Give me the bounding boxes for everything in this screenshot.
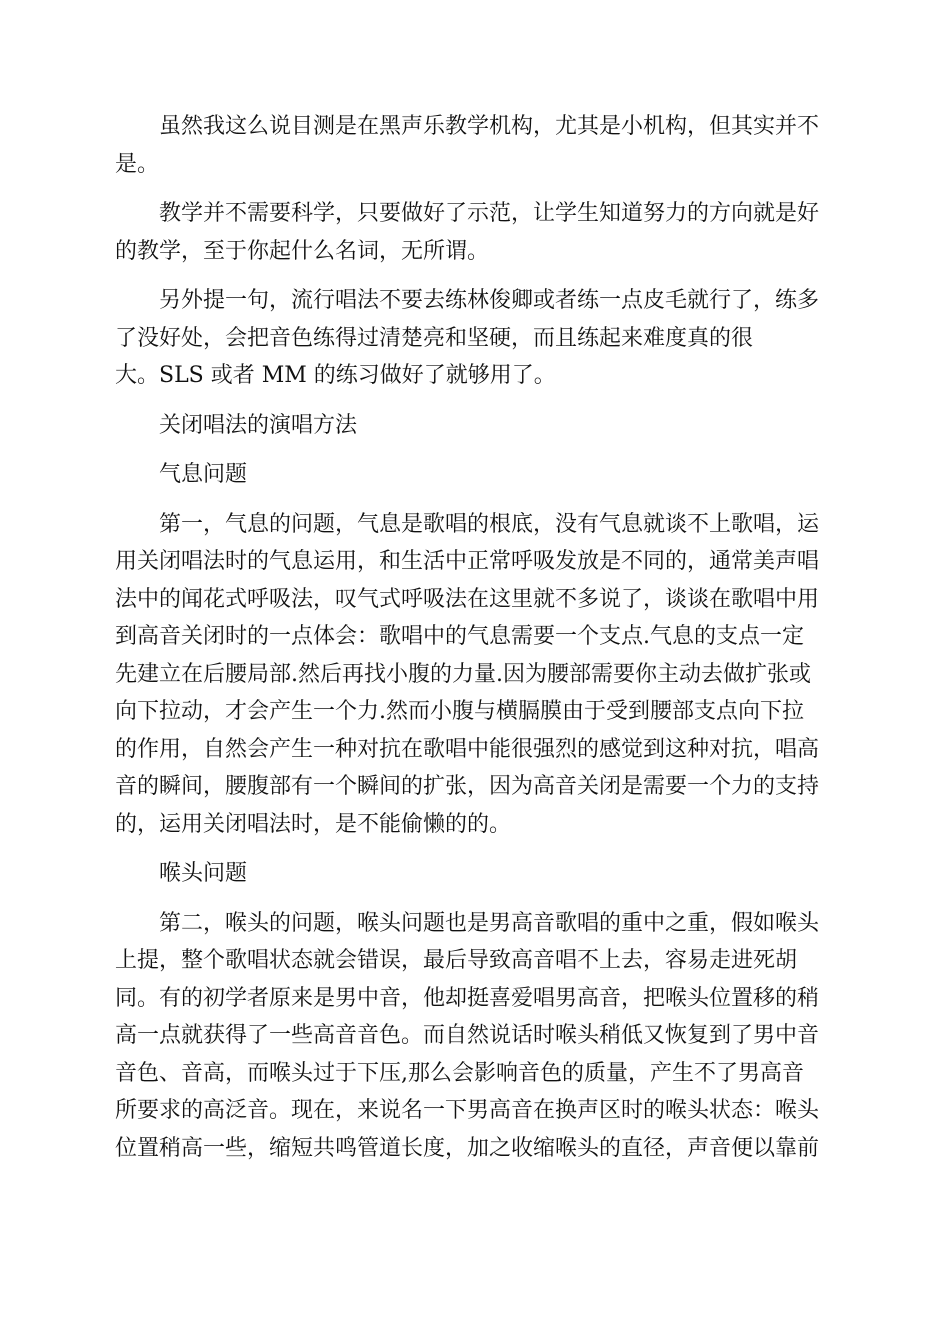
text-line: 大。SLS 或者 MM 的练习做好了就够用了。 — [115, 363, 556, 388]
section-heading-breath: 气息问题 — [159, 462, 248, 487]
text-line: 另外提一句，流行唱法不要去练林俊卿或者练一点皮毛就行了，练多 — [159, 288, 820, 313]
text-line: 教学并不需要科学，只要做好了示范，让学生知道努力的方向就是好 — [159, 201, 820, 226]
text-line: 的作用，自然会产生一种对抗在歌唱中能很强烈的感觉到这种对抗，唱高 — [115, 736, 820, 762]
text-line: 所要求的高泛音。现在，来说名一下男高音在换声区时的喉头状态：喉头 — [115, 1098, 820, 1123]
paragraph-breath — [115, 506, 833, 844]
paragraph-1 — [115, 108, 833, 183]
text-line: 音的瞬间，腰腹部有一个瞬间的扩张，因为高音关闭是需要一个力的支持 — [115, 774, 820, 799]
text-line: 法中的闻花式呼吸法，叹气式呼吸法在这里就不多说了，谈谈在歌唱中用 — [115, 586, 820, 612]
text-line: 的教学，至于你起什么名词，无所谓。 — [115, 238, 490, 264]
paragraph-2 — [115, 195, 833, 270]
text-line: 是。 — [115, 151, 160, 177]
text-line: 第二，喉头的问题，喉头问题也是男高音歌唱的重中之重，假如喉头 — [159, 910, 820, 936]
text-line: 高一点就获得了一些高音音色。而自然说话时喉头稍低又恢复到了男中音 — [115, 1023, 820, 1048]
paragraph-3 — [115, 282, 833, 395]
text-line: 到高音关闭时的一点体会：歌唱中的气息需要一个支点.气息的支点一定 — [115, 624, 804, 649]
text-line: 虽然我这么说目测是在黑声乐教学机构，尤其是小机构，但其实并不 — [159, 114, 820, 139]
text-line: 上提，整个歌唱状态就会错误，最后导致高音唱不上去，容易走进死胡 — [115, 948, 798, 973]
paragraph-larynx — [115, 905, 833, 1168]
text-line: 用关闭唱法时的气息运用，和生活中正常呼吸发放是不同的，通常美声唱 — [115, 549, 820, 574]
text-line: 音色、音高，而喉头过于下压,那么会影响音色的质量，产生不了男高音 — [115, 1060, 804, 1086]
text-line: 向下拉动，才会产生一个力.然而小腹与横膈膜由于受到腰部支点向下拉 — [115, 699, 804, 724]
text-line: 第一，气息的问题，气息是歌唱的根底，没有气息就谈不上歌唱，运 — [159, 511, 820, 537]
text-line: 位置稍高一些，缩短共鸣管道长度，加之收缩喉头的直径，声音便以靠前 — [115, 1135, 820, 1161]
text-line: 先建立在后腰局部.然后再找小腹的力量.因为腰部需要你主动去做扩张或 — [115, 661, 811, 687]
text-line: 了没好处，会把音色练得过清楚亮和坚硬，而且练起来难度真的很 — [115, 325, 754, 351]
text-line: 同。有的初学者原来是男中音，他却挺喜爱唱男高音，把喉头位置移的稍 — [115, 985, 820, 1011]
document-body — [115, 108, 833, 1167]
section-heading-larynx: 喉头问题 — [159, 861, 248, 886]
section-heading-singing-method: 关闭唱法的演唱方法 — [159, 412, 358, 438]
text-line: 的，运用关闭唱法时，是不能偷懒的的。 — [115, 811, 512, 837]
